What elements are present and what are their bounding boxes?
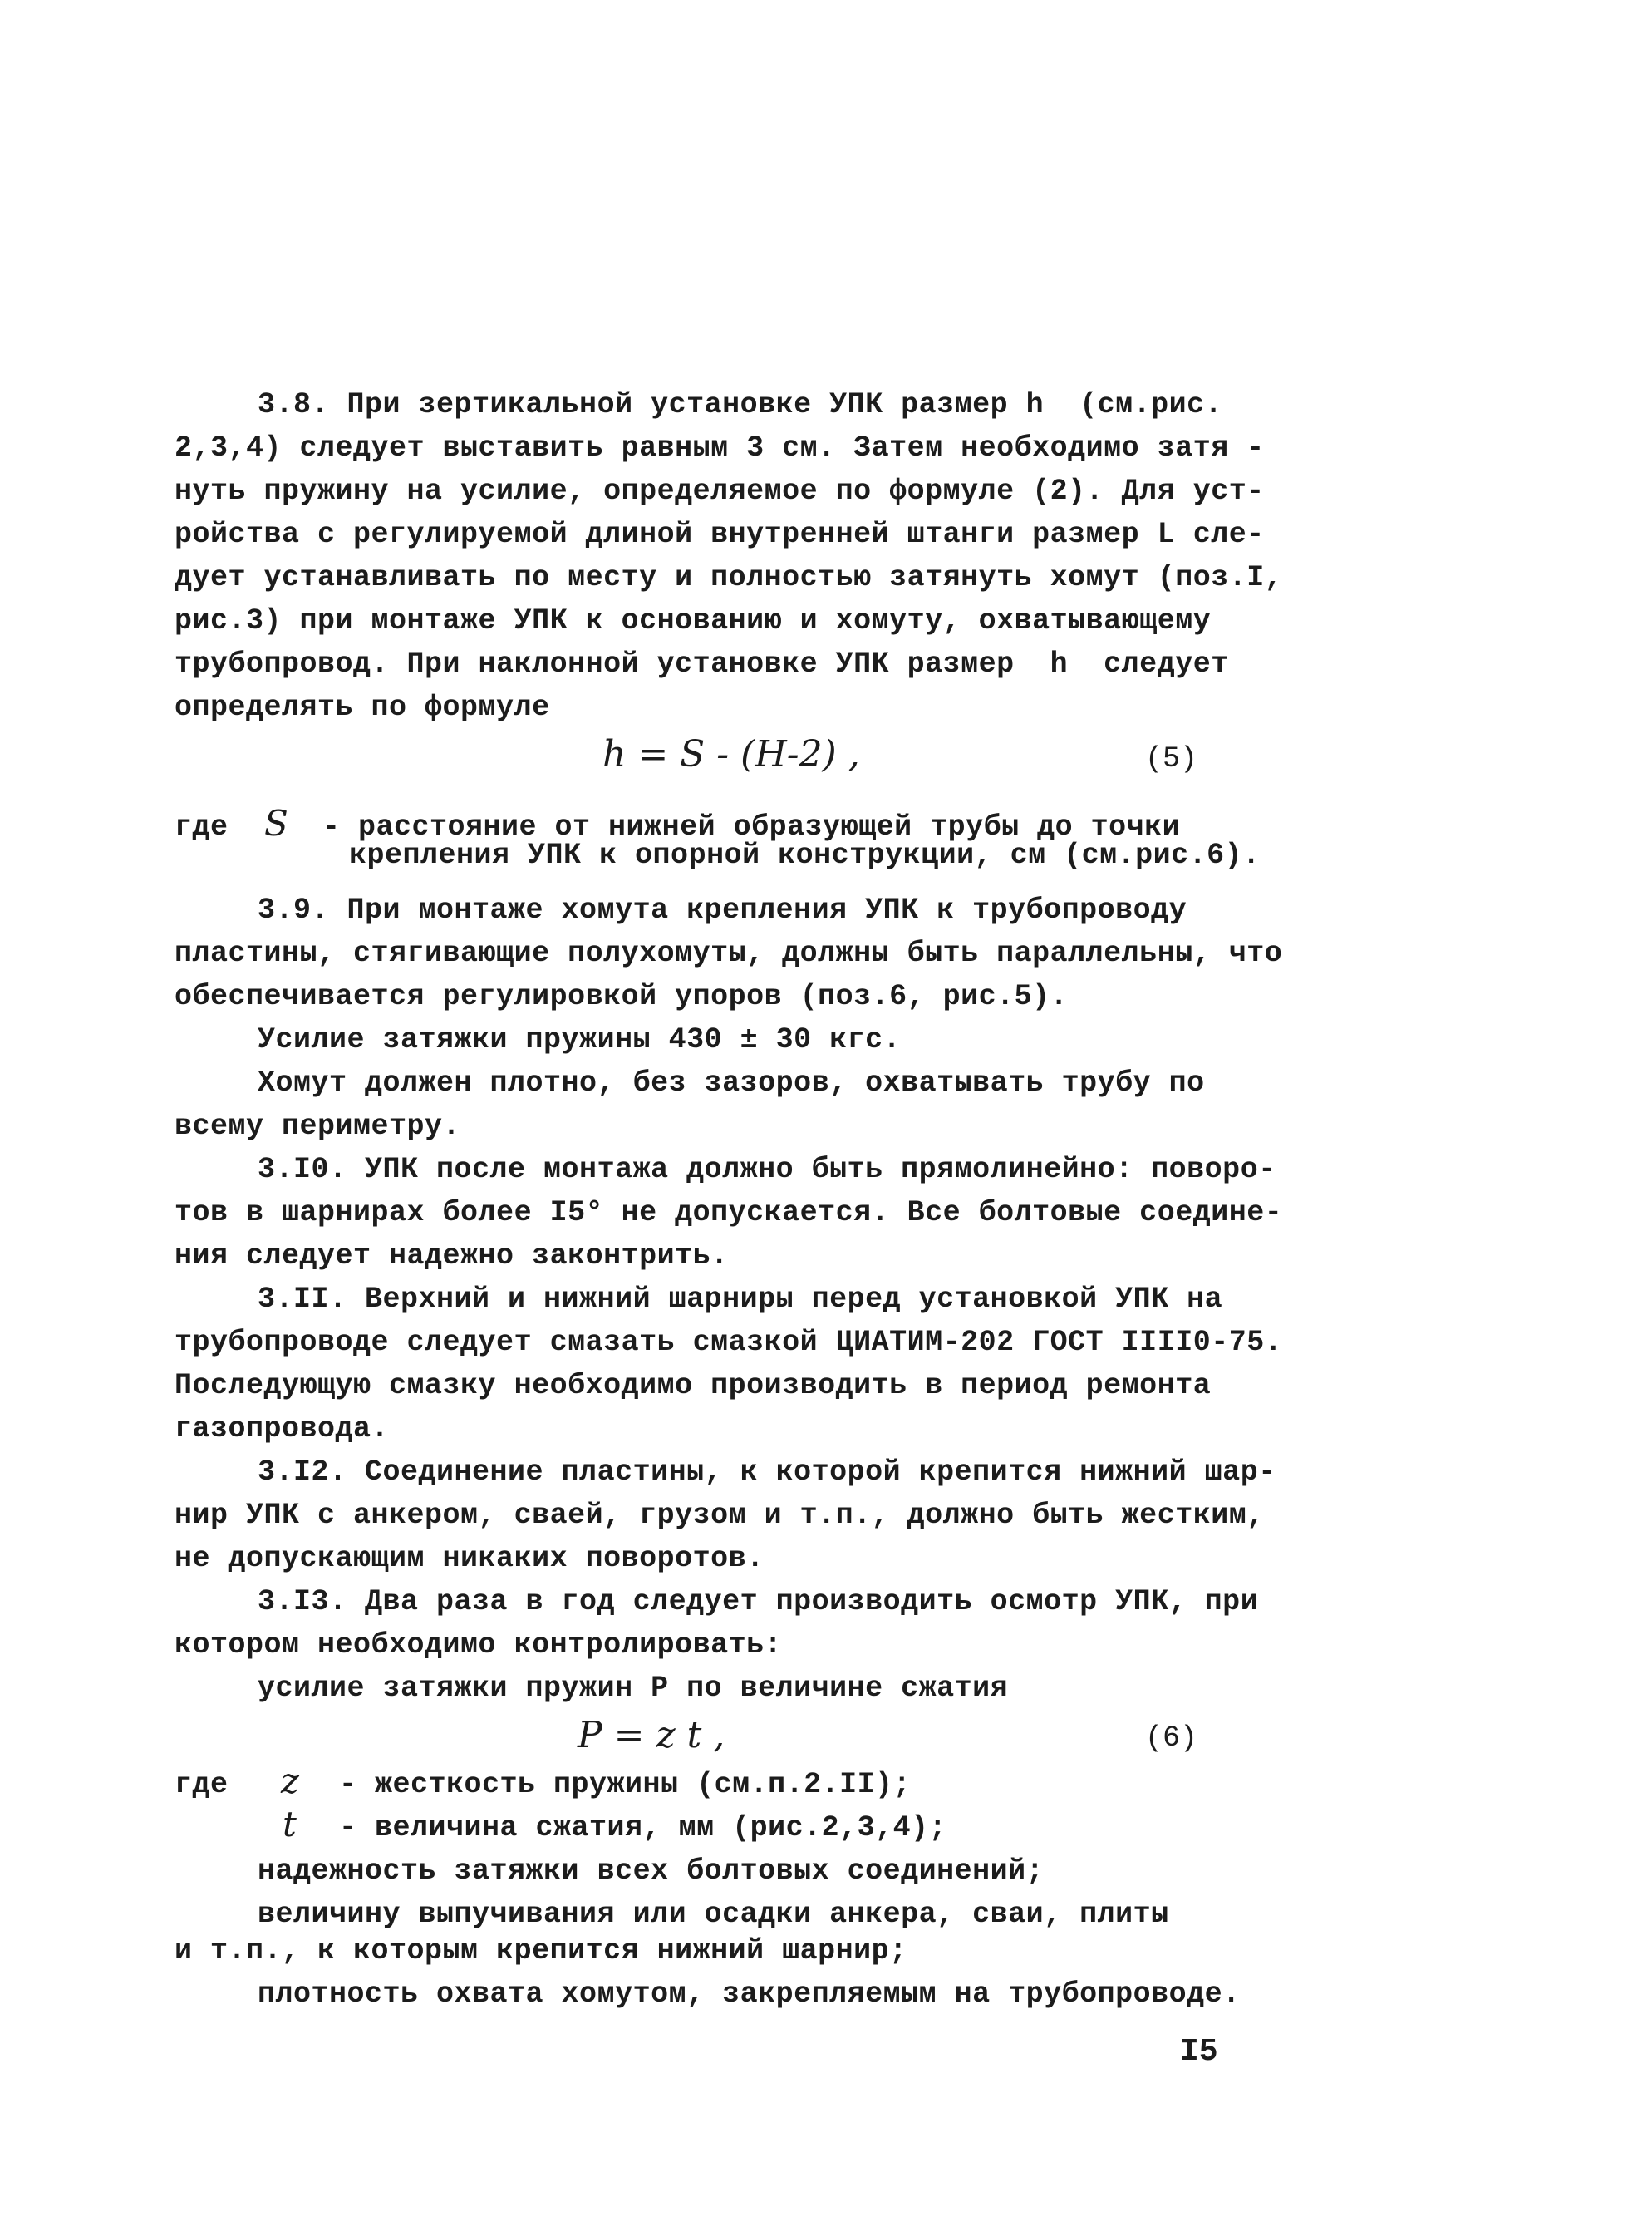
where-definition: - величина сжатия, мм (рис.2,3,4); — [339, 1811, 947, 1844]
text-line: 3.9. При монтаже хомута крепления УПК к трубопроводу — [258, 894, 1187, 927]
text-line: трубопровод. При наклонной установке УПК размер h следует — [175, 648, 1229, 681]
text-line: обеспечивается регулировкой упоров (поз.6, рис.5). — [175, 980, 1069, 1013]
where-symbol-z: z — [281, 1761, 300, 1801]
text-line: 3.I3. Два раза в год следует производить осмотр УПК, при — [258, 1585, 1259, 1618]
text-line: определять по формуле — [175, 691, 550, 724]
where-label: где — [175, 1768, 229, 1801]
text-line: 3.8. При зертикальной установке УПК размер h (см.рис. — [258, 388, 1223, 421]
text-line: ния следует надежно законтрить. — [175, 1239, 729, 1273]
where-label: где — [175, 810, 229, 844]
text-line: 3.I0. УПК после монтажа должно быть прямолинейно: поворо- — [258, 1153, 1276, 1186]
formula-6-number: (6) — [1145, 1721, 1198, 1755]
text-line: 2,3,4) следует выставить равным 3 см. Затем необходимо затя - — [175, 431, 1265, 465]
text-line: котором необходимо контролировать: — [175, 1628, 783, 1662]
where-symbol-s: S — [264, 803, 288, 844]
text-line: усилие затяжки пружин P по величине сжатия — [258, 1672, 1009, 1705]
where-symbol-t: t — [283, 1804, 297, 1844]
where-definition: крепления УПК к опорной конструкции, см (см.рис.6). — [349, 839, 1261, 872]
text-line: 3.II. Верхний и нижний шарниры перед установкой УПК на — [258, 1283, 1223, 1316]
formula-5-number: (5) — [1145, 742, 1198, 776]
text-line: Последующую смазку необходимо производить в период ремонта — [175, 1369, 1212, 1402]
text-line: и т.п., к которым крепится нижний шарнир; — [175, 1934, 907, 1967]
text-line: трубопроводе следует смазать смазкой ЦИАТИМ-202 ГОСТ IIII0-75. — [175, 1326, 1283, 1359]
text-line: газопровода. — [175, 1412, 390, 1445]
text-line: нир УПК с анкером, сваей, грузом и т.п., должно быть жестким, — [175, 1499, 1265, 1532]
text-line: Хомут должен плотно, без зазоров, охватывать трубу по — [258, 1066, 1205, 1100]
where-definition: - расстояние от нижней образующей трубы до точки — [322, 810, 1181, 844]
page-number: I5 — [1180, 2034, 1218, 2070]
text-line: не допускающим никаких поворотов. — [175, 1542, 765, 1575]
text-line: всему периметру. — [175, 1110, 461, 1143]
text-line: дует устанавливать по месту и полностью затянуть хомут (поз.I, — [175, 561, 1283, 594]
formula-5: h = S - (H-2) , — [602, 733, 860, 776]
text-line: 3.I2. Соединение пластины, к которой крепится нижний шар- — [258, 1455, 1276, 1489]
text-line: Усилие затяжки пружины 430 ± 30 кгс. — [258, 1023, 902, 1056]
formula-6: P = z t , — [578, 1714, 725, 1756]
text-line: надежность затяжки всех болтовых соединений; — [258, 1854, 1045, 1888]
text-line: рис.3) при монтаже УПК к основанию и хомуту, охватывающему — [175, 604, 1212, 638]
text-line: тов в шарнирах более I5° не допускается. Все болтовые соедине- — [175, 1196, 1283, 1229]
where-definition: - жесткость пружины (см.п.2.II); — [339, 1768, 912, 1801]
text-line: плотность охвата хомутом, закрепляемым на трубопроводе. — [258, 1977, 1241, 2011]
text-line: ройства с регулируемой длиной внутренней штанги размер L сле- — [175, 518, 1265, 551]
text-line: пластины, стягивающие полухомуты, должны быть параллельны, что — [175, 937, 1283, 970]
text-line: величину выпучивания или осадки анкера, сваи, плиты — [258, 1898, 1169, 1931]
text-line: нуть пружину на усилие, определяемое по формуле (2). Для уст- — [175, 475, 1265, 508]
